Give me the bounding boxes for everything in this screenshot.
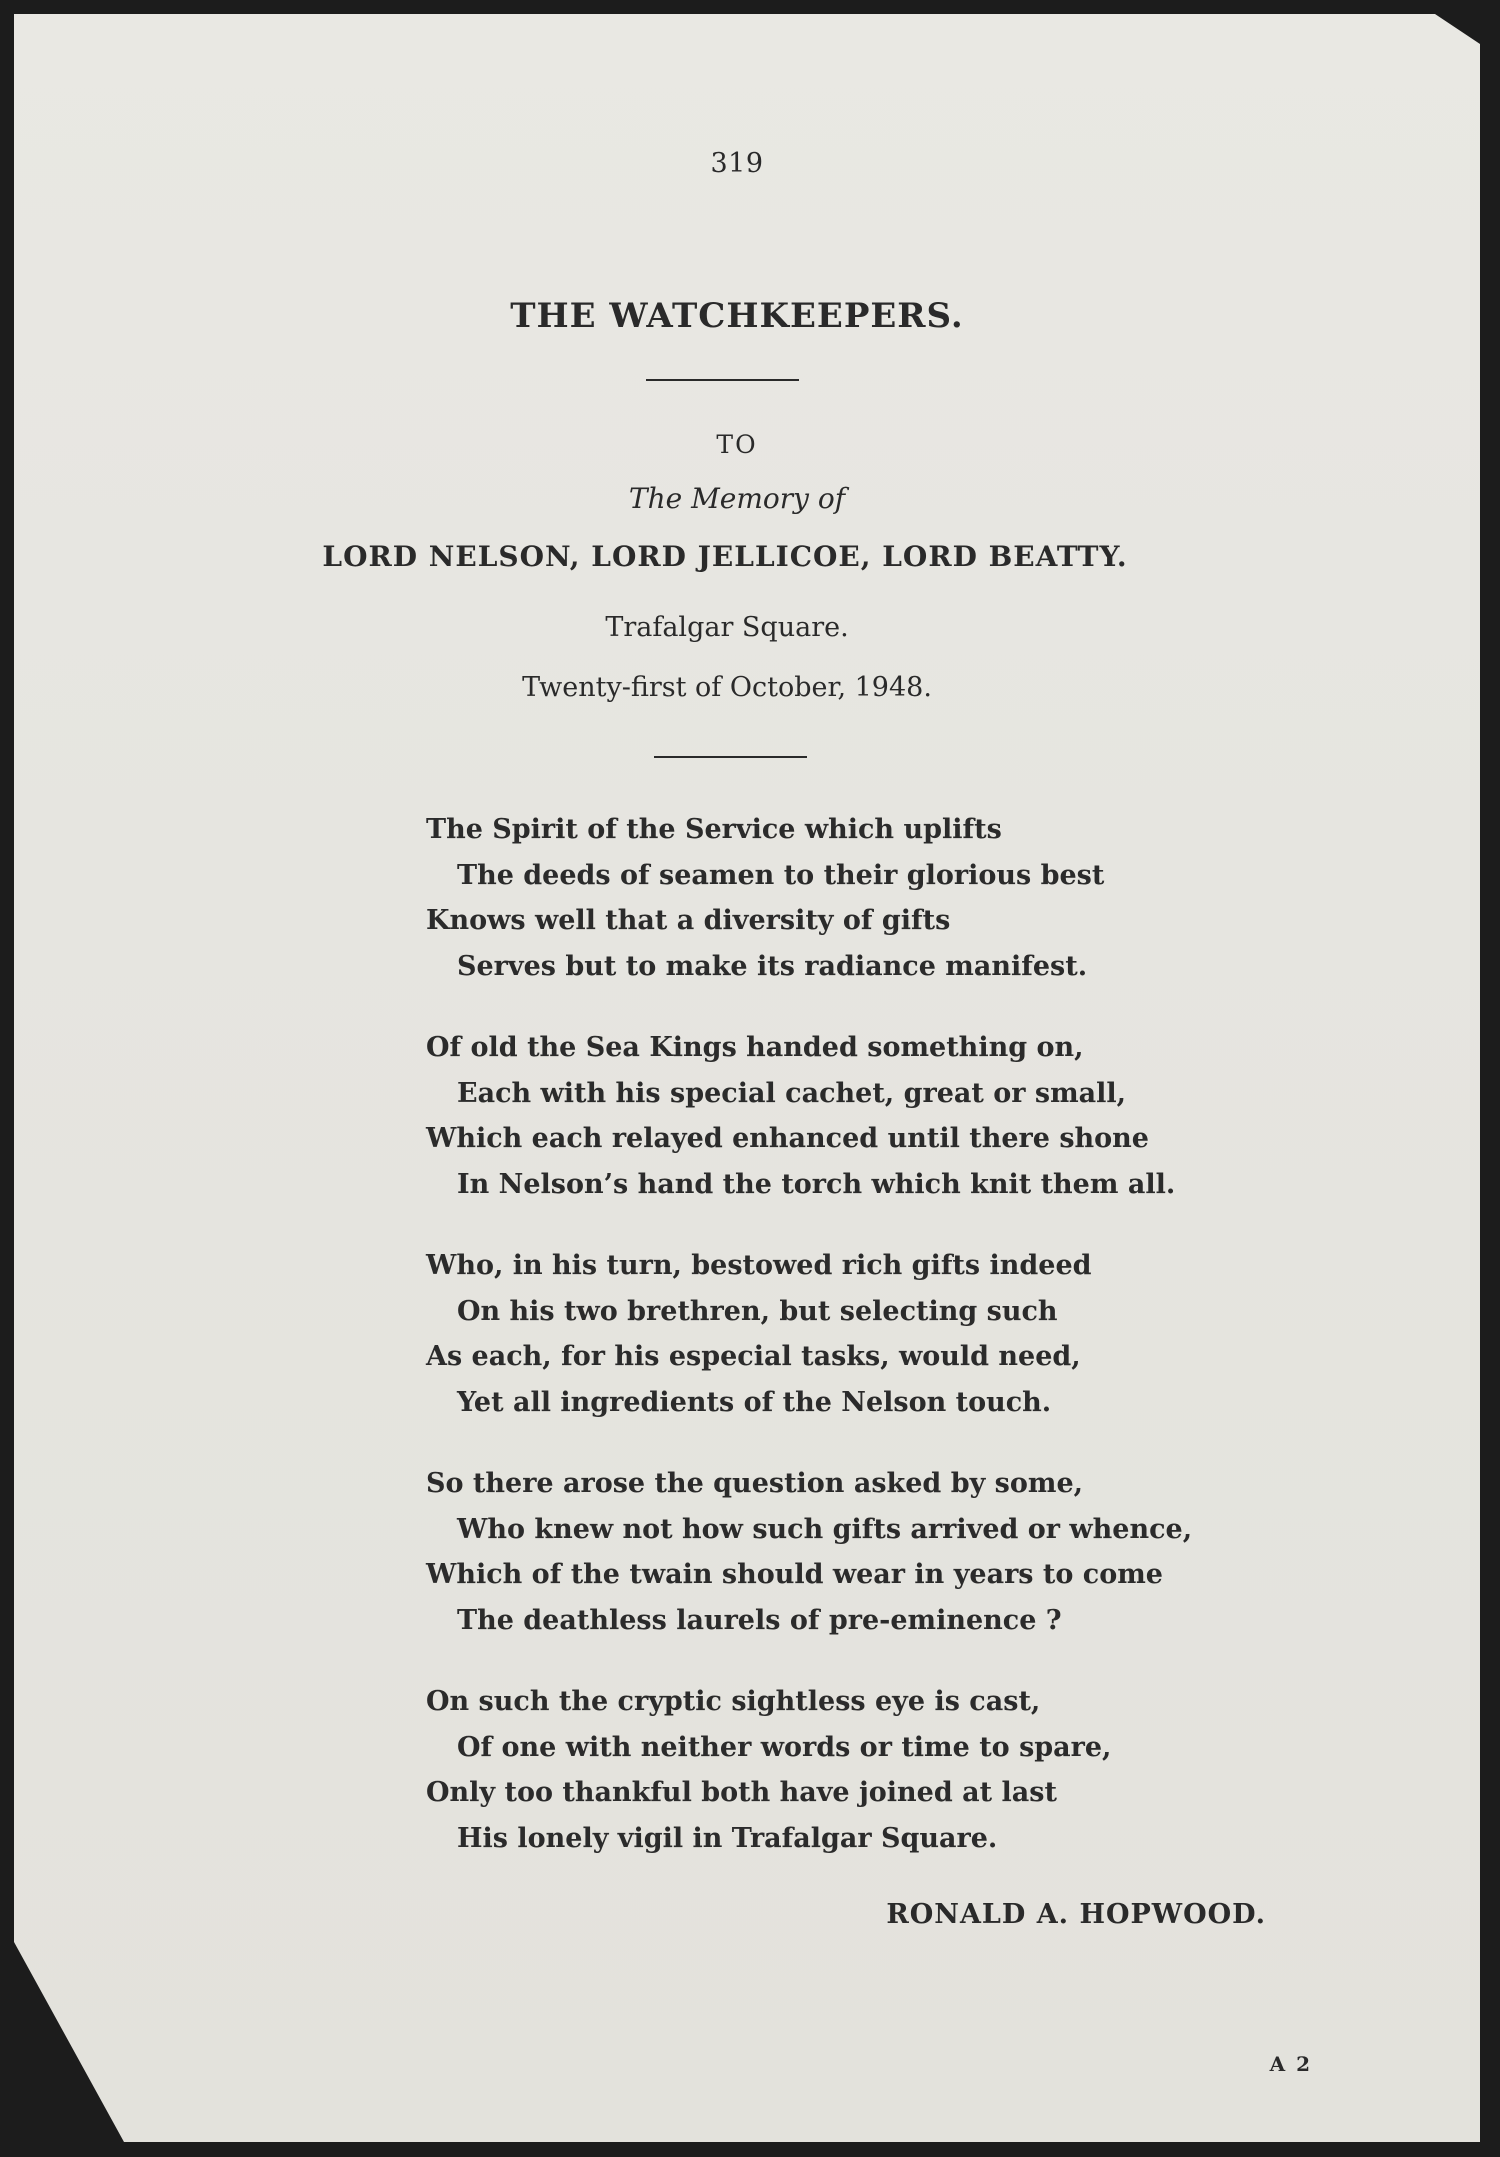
dedication-divider [654,756,807,758]
poem-line: On such the cryptic sightless eye is cast, [426,1686,1041,1717]
folded-corner-top-right [1435,14,1480,44]
poem-line: Each with his special cachet, great or small, [457,1077,1127,1109]
poem-line: Which each relayed enhanced until there shone [426,1123,1149,1154]
torn-corner-bottom-left [14,1942,124,2142]
poem-line: Of old the Sea Kings handed something on, [426,1032,1084,1063]
poem-line: In Nelson’s hand the torch which knit them all. [457,1168,1176,1200]
stanza-2 [426,1025,1326,1207]
stanza-4 [426,1461,1326,1643]
signature-mark: A 2 [1269,2052,1312,2076]
poem-body [426,807,1326,1897]
dedication-names: LORD NELSON, LORD JELLICOE, LORD BEATTY. [322,540,1128,573]
poem-line: Who, in his turn, bestowed rich gifts indeed [426,1250,1092,1281]
poem-line: Of one with neither words or time to spare, [457,1731,1112,1763]
stanza-3 [426,1243,1326,1425]
poem-line: The deathless laurels of pre-eminence ? [457,1604,1062,1636]
poem-line: On his two brethren, but selecting such [457,1295,1058,1327]
poem-line: Only too thankful both have joined at last [426,1777,1057,1808]
dedication-to: TO [716,430,758,459]
dedication-place: Trafalgar Square. [605,612,849,643]
page-number: 319 [710,148,764,179]
dedication-date: Twenty-first of October, 1948. [522,672,932,703]
poem-line: Who knew not how such gifts arrived or whence, [457,1513,1193,1545]
poem-line: Serves but to make its radiance manifest. [457,950,1088,982]
poem-line: Which of the twain should wear in years to come [426,1559,1163,1590]
poem-line: The deeds of seamen to their glorious best [457,859,1105,891]
poem-author: RONALD A. HOPWOOD. [886,1899,1266,1930]
poem-line: Yet all ingredients of the Nelson touch. [457,1386,1052,1418]
page-sheet [14,14,1480,2142]
stanza-5 [426,1679,1326,1861]
poem-line: So there arose the question asked by some, [426,1468,1084,1499]
poem-line: Knows well that a diversity of gifts [426,905,951,936]
title-divider [646,379,799,381]
dedication-memory: The Memory of [628,482,846,515]
poem-title: THE WATCHKEEPERS. [510,296,964,336]
poem-line: The Spirit of the Service which uplifts [426,814,1002,845]
poem-line: As each, for his especial tasks, would need, [426,1341,1081,1372]
stanza-1 [426,807,1326,989]
poem-line: His lonely vigil in Trafalgar Square. [457,1822,998,1854]
